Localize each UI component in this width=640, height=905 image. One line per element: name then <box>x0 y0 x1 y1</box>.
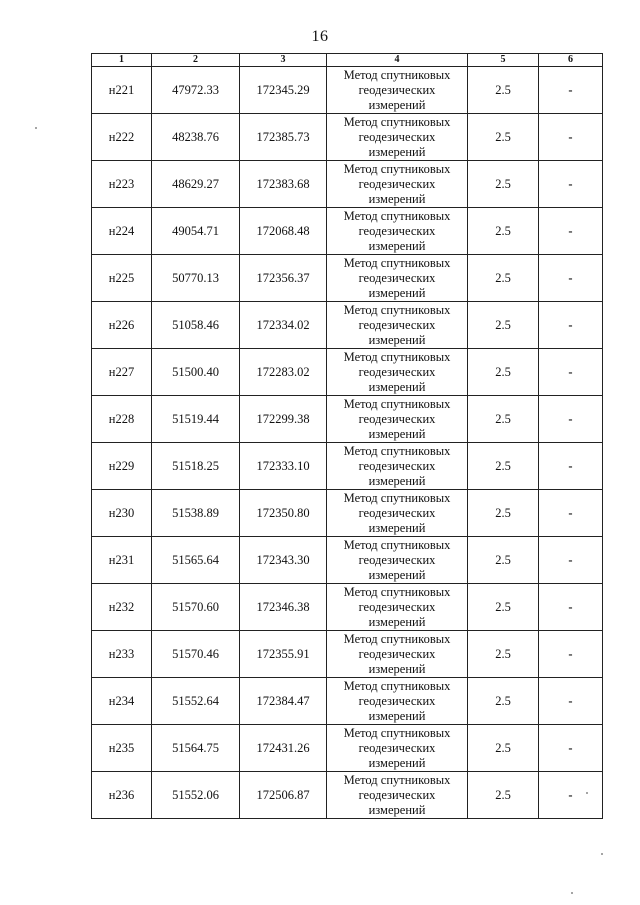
point-id-cell: н233 <box>92 631 152 678</box>
point-id-cell: н223 <box>92 161 152 208</box>
y-coordinate-cell: 172356.37 <box>240 255 327 302</box>
method-line: Метод спутниковых <box>343 490 451 505</box>
table-row <box>92 537 603 584</box>
point-id-cell: н230 <box>92 490 152 537</box>
point-id-cell: н229 <box>92 443 152 490</box>
method-line: геодезических <box>358 129 436 144</box>
table-row <box>92 255 603 302</box>
x-coordinate-cell: 51538.89 <box>152 490 240 537</box>
accuracy-cell: 2.5 <box>468 678 539 725</box>
method-line: Метод спутниковых <box>343 208 451 223</box>
column-header-2: 2 <box>152 54 240 67</box>
table-row <box>92 114 603 161</box>
method-line: геодезических <box>358 176 436 191</box>
note-cell: - <box>539 584 603 631</box>
note-cell: - <box>539 161 603 208</box>
table-row <box>92 772 603 819</box>
method-cell <box>327 349 468 396</box>
table-row <box>92 725 603 772</box>
note-cell: - <box>539 255 603 302</box>
point-id-cell: н231 <box>92 537 152 584</box>
method-line: Метод спутниковых <box>343 161 451 176</box>
method-cell <box>327 631 468 678</box>
method-line: измерений <box>368 614 426 629</box>
method-line: геодезических <box>358 270 436 285</box>
accuracy-cell: 2.5 <box>468 725 539 772</box>
method-cell <box>327 161 468 208</box>
accuracy-cell: 2.5 <box>468 114 539 161</box>
y-coordinate-cell: 172283.02 <box>240 349 327 396</box>
table-row <box>92 208 603 255</box>
method-line: геодезических <box>358 458 436 473</box>
accuracy-cell: 2.5 <box>468 396 539 443</box>
method-line: геодезических <box>358 740 436 755</box>
point-id-cell: н224 <box>92 208 152 255</box>
y-coordinate-cell: 172384.47 <box>240 678 327 725</box>
method-line: Метод спутниковых <box>343 114 451 129</box>
method-line: измерений <box>368 708 426 723</box>
table-header <box>92 54 603 67</box>
accuracy-cell: 2.5 <box>468 772 539 819</box>
table-row <box>92 584 603 631</box>
point-id-cell: н232 <box>92 584 152 631</box>
x-coordinate-cell: 51565.64 <box>152 537 240 584</box>
accuracy-cell: 2.5 <box>468 349 539 396</box>
x-coordinate-cell: 51058.46 <box>152 302 240 349</box>
coordinates-table <box>91 53 603 819</box>
method-line: измерений <box>368 473 426 488</box>
table-row <box>92 631 603 678</box>
method-line: измерений <box>368 426 426 441</box>
page-number: 16 <box>311 28 329 45</box>
method-line: Метод спутниковых <box>343 396 451 411</box>
method-line: Метод спутниковых <box>343 255 451 270</box>
note-cell: - <box>539 349 603 396</box>
x-coordinate-cell: 51519.44 <box>152 396 240 443</box>
method-line: Метод спутниковых <box>343 349 451 364</box>
note-cell: - <box>539 396 603 443</box>
method-line: геодезических <box>358 599 436 614</box>
table-row <box>92 490 603 537</box>
method-line: измерений <box>368 567 426 582</box>
x-coordinate-cell: 51500.40 <box>152 349 240 396</box>
column-header-5: 5 <box>468 54 539 67</box>
point-id-cell: н226 <box>92 302 152 349</box>
y-coordinate-cell: 172385.73 <box>240 114 327 161</box>
note-cell: - <box>539 114 603 161</box>
note-cell: - <box>539 302 603 349</box>
method-cell <box>327 584 468 631</box>
table-row <box>92 161 603 208</box>
method-line: измерений <box>368 238 426 253</box>
scan-speck <box>571 892 573 894</box>
point-id-cell: н221 <box>92 67 152 114</box>
table-row <box>92 443 603 490</box>
method-line: Метод спутниковых <box>343 443 451 458</box>
accuracy-cell: 2.5 <box>468 537 539 584</box>
point-id-cell: н222 <box>92 114 152 161</box>
y-coordinate-cell: 172506.87 <box>240 772 327 819</box>
accuracy-cell: 2.5 <box>468 302 539 349</box>
header-row <box>92 54 603 67</box>
method-line: Метод спутниковых <box>343 631 451 646</box>
method-line: измерений <box>368 755 426 770</box>
accuracy-cell: 2.5 <box>468 161 539 208</box>
point-id-cell: н225 <box>92 255 152 302</box>
note-cell: - <box>539 631 603 678</box>
y-coordinate-cell: 172383.68 <box>240 161 327 208</box>
y-coordinate-cell: 172355.91 <box>240 631 327 678</box>
method-line: геодезических <box>358 646 436 661</box>
method-line: геодезических <box>358 223 436 238</box>
column-header-6: 6 <box>539 54 603 67</box>
method-line: геодезических <box>358 411 436 426</box>
column-header-4: 4 <box>327 54 468 67</box>
point-id-cell: н236 <box>92 772 152 819</box>
method-cell <box>327 396 468 443</box>
scan-speck <box>586 792 588 794</box>
method-line: измерений <box>368 144 426 159</box>
x-coordinate-cell: 51570.60 <box>152 584 240 631</box>
method-cell <box>327 114 468 161</box>
y-coordinate-cell: 172431.26 <box>240 725 327 772</box>
note-cell: - <box>539 678 603 725</box>
note-cell: - <box>539 772 603 819</box>
y-coordinate-cell: 172334.02 <box>240 302 327 349</box>
point-id-cell: н234 <box>92 678 152 725</box>
method-line: геодезических <box>358 505 436 520</box>
method-line: Метод спутниковых <box>343 772 451 787</box>
x-coordinate-cell: 49054.71 <box>152 208 240 255</box>
method-cell <box>327 255 468 302</box>
method-line: измерений <box>368 661 426 676</box>
method-line: Метод спутниковых <box>343 678 451 693</box>
method-line: геодезических <box>358 82 436 97</box>
method-cell <box>327 678 468 725</box>
method-line: Метод спутниковых <box>343 67 451 82</box>
note-cell: - <box>539 537 603 584</box>
method-line: Метод спутниковых <box>343 725 451 740</box>
method-cell <box>327 490 468 537</box>
x-coordinate-cell: 51552.06 <box>152 772 240 819</box>
x-coordinate-cell: 47972.33 <box>152 67 240 114</box>
y-coordinate-cell: 172350.80 <box>240 490 327 537</box>
accuracy-cell: 2.5 <box>468 631 539 678</box>
method-cell <box>327 537 468 584</box>
note-cell: - <box>539 208 603 255</box>
table-body <box>92 67 603 819</box>
method-line: измерений <box>368 97 426 112</box>
table-row <box>92 302 603 349</box>
x-coordinate-cell: 48629.27 <box>152 161 240 208</box>
method-cell <box>327 725 468 772</box>
method-line: измерений <box>368 285 426 300</box>
accuracy-cell: 2.5 <box>468 584 539 631</box>
y-coordinate-cell: 172299.38 <box>240 396 327 443</box>
method-line: геодезических <box>358 317 436 332</box>
x-coordinate-cell: 51518.25 <box>152 443 240 490</box>
method-line: геодезических <box>358 552 436 567</box>
method-line: геодезических <box>358 787 436 802</box>
scan-speck <box>35 127 37 129</box>
x-coordinate-cell: 50770.13 <box>152 255 240 302</box>
column-header-3: 3 <box>240 54 327 67</box>
note-cell: - <box>539 67 603 114</box>
method-line: Метод спутниковых <box>343 537 451 552</box>
x-coordinate-cell: 48238.76 <box>152 114 240 161</box>
x-coordinate-cell: 51570.46 <box>152 631 240 678</box>
y-coordinate-cell: 172345.29 <box>240 67 327 114</box>
method-line: измерений <box>368 379 426 394</box>
method-cell <box>327 208 468 255</box>
method-line: измерений <box>368 332 426 347</box>
method-cell <box>327 302 468 349</box>
method-cell <box>327 772 468 819</box>
accuracy-cell: 2.5 <box>468 255 539 302</box>
y-coordinate-cell: 172346.38 <box>240 584 327 631</box>
y-coordinate-cell: 172333.10 <box>240 443 327 490</box>
table-row <box>92 396 603 443</box>
accuracy-cell: 2.5 <box>468 443 539 490</box>
method-line: измерений <box>368 520 426 535</box>
method-line: Метод спутниковых <box>343 302 451 317</box>
note-cell: - <box>539 490 603 537</box>
y-coordinate-cell: 172343.30 <box>240 537 327 584</box>
scan-speck <box>601 853 603 855</box>
accuracy-cell: 2.5 <box>468 67 539 114</box>
method-line: Метод спутниковых <box>343 584 451 599</box>
note-cell: - <box>539 725 603 772</box>
method-cell <box>327 443 468 490</box>
table-row <box>92 349 603 396</box>
x-coordinate-cell: 51552.64 <box>152 678 240 725</box>
table-row <box>92 67 603 114</box>
method-line: геодезических <box>358 693 436 708</box>
method-cell <box>327 67 468 114</box>
note-cell: - <box>539 443 603 490</box>
method-line: измерений <box>368 802 426 817</box>
method-line: измерений <box>368 191 426 206</box>
point-id-cell: н227 <box>92 349 152 396</box>
column-header-1: 1 <box>92 54 152 67</box>
table-row <box>92 678 603 725</box>
accuracy-cell: 2.5 <box>468 490 539 537</box>
point-id-cell: н228 <box>92 396 152 443</box>
y-coordinate-cell: 172068.48 <box>240 208 327 255</box>
point-id-cell: н235 <box>92 725 152 772</box>
x-coordinate-cell: 51564.75 <box>152 725 240 772</box>
accuracy-cell: 2.5 <box>468 208 539 255</box>
method-line: геодезических <box>358 364 436 379</box>
